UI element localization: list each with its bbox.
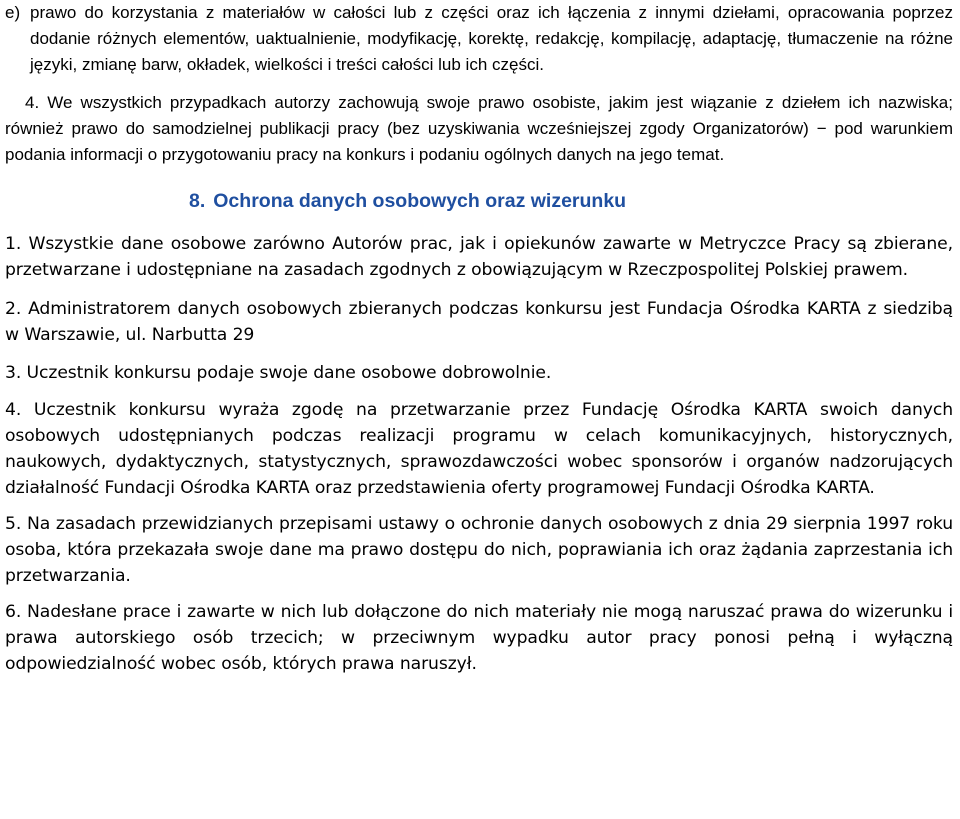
section-number: 8. xyxy=(189,190,206,212)
numbered-paragraph-1: 1. Wszystkie dane osobowe zarówno Autorów prac, jak i opiekunów zawarte w Metryczce Pracy są zbierane, przetwarzane i udostępniane na zasadach zgodnych z obowiązującym w Rzeczpospolitej Polskiej prawem. xyxy=(5,234,953,280)
list-item-text: prawo do korzystania z materiałów w całości lub z części oraz ich łączenia z innymi dziełami, opracowania poprzez dodanie różnych elementów, uaktualnienie, modyfikację, korektę, redakcję, kompilację, adaptację, tłumaczenie na różne języki, zmianę barw, okładek, wielkości i treści całości lub ich części. xyxy=(30,3,953,74)
section-title: Ochrona danych osobowych oraz wizerunku xyxy=(213,190,627,212)
numbered-paragraph-6: 6. Nadesłane prace i zawarte w nich lub dołączone do nich materiały nie mogą naruszać prawa do wizerunku i prawa autorskiego osób trzecich; w przeciwnym wypadku autor pracy ponosi pełną i wyłączną odpowiedzialność wobec osób, których prawa naruszył. xyxy=(5,602,953,674)
list-item-e xyxy=(5,0,953,78)
numbered-paragraph-4: 4. Uczestnik konkursu wyraża zgodę na przetwarzanie przez Fundację Ośrodka KARTA swoich danych osobowych udostępnianych podczas realizacji programu w celach komunikacyjnych, historycznych, naukowych, dydaktycznych, statystycznych, sprawozdawczości wobec sponsorów i organów nadzorujących działalność Fundacji Ośrodka KARTA oraz przedstawienia oferty programowej Fundacji Ośrodka KARTA. xyxy=(5,400,953,498)
numbered-paragraph-3: 3. Uczestnik konkursu podaje swoje dane osobowe dobrowolnie. xyxy=(5,363,552,383)
section-heading xyxy=(5,188,953,214)
numbered-paragraph-5: 5. Na zasadach przewidzianych przepisami ustawy o ochronie danych osobowych z dnia 29 sierpnia 1997 roku osoba, która przekazała swoje dane ma prawo dostępu do nich, poprawiania ich oraz żądania zaprzestania ich przetwarzania. xyxy=(5,514,953,586)
numbered-paragraph-2: 2. Administratorem danych osobowych zbieranych podczas konkursu jest Fundacja Ośrodka KARTA z siedzibą w Warszawie, ul. Narbutta 29 xyxy=(5,299,953,345)
list-item-label: e) xyxy=(5,3,21,22)
paragraph-point-4: 4. We wszystkich przypadkach autorzy zachowują swoje prawo osobiste, jakim jest wiązanie z dziełem ich nazwiska; również prawo do samodzielnej publikacji pracy (bez uzyskiwania wcześniejszej zgody Organizatorów) − pod warunkiem podania informacji o przygotowaniu pracy na konkurs i podaniu ogólnych danych na jego temat. xyxy=(5,93,953,164)
